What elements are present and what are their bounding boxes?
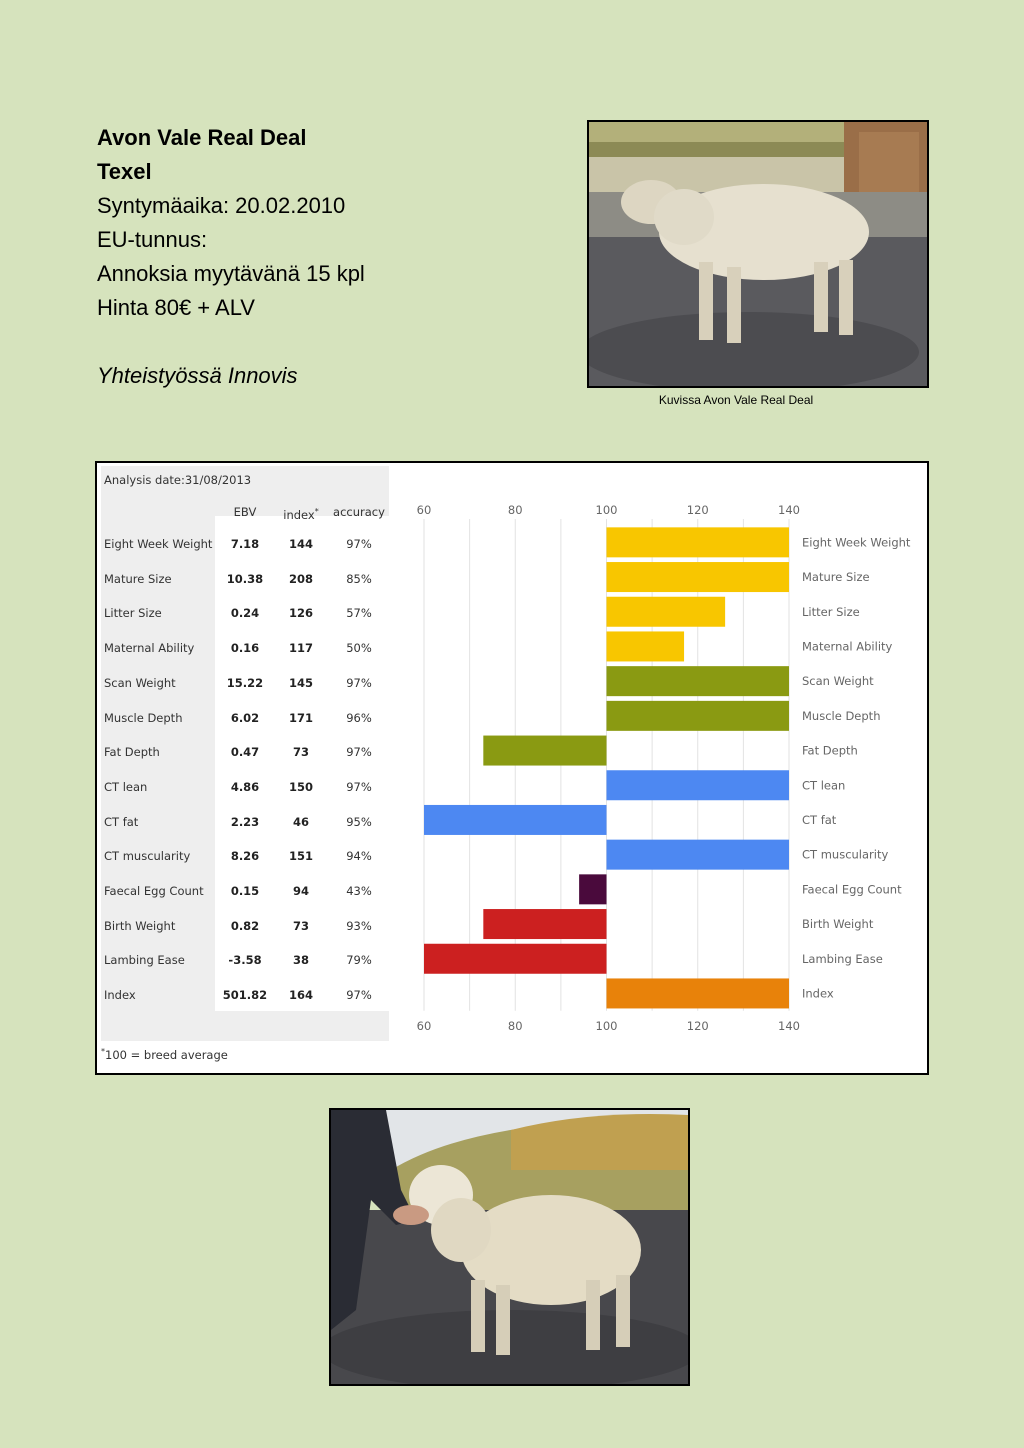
accuracy-value: 79% <box>346 953 372 968</box>
table-row <box>97 562 397 596</box>
accuracy-value: 96% <box>346 710 372 725</box>
table-row <box>97 631 397 665</box>
bar <box>607 840 790 870</box>
x-tick-label-top: 100 <box>595 503 618 517</box>
table-row <box>97 527 397 561</box>
index-value: 145 <box>288 675 313 690</box>
bar <box>424 805 607 835</box>
bar <box>483 909 606 939</box>
ram-photo-bottom <box>329 1108 690 1386</box>
bar-label: Eight Week Weight <box>802 535 911 550</box>
ram-breed: Texel <box>97 159 152 184</box>
trait-label: Index <box>104 988 136 1003</box>
table-row <box>97 909 397 943</box>
index-value: 94 <box>292 884 309 898</box>
index-bar-chart <box>389 463 925 1043</box>
index-header: index* <box>283 507 319 522</box>
bar-label: Scan Weight <box>802 674 874 689</box>
ebv-value: 501.82 <box>222 988 268 1003</box>
bar-label: Faecal Egg Count <box>802 882 902 897</box>
bar-label: Litter Size <box>802 604 860 619</box>
index-value: 144 <box>288 537 313 551</box>
trait-label: CT lean <box>104 779 148 794</box>
accuracy-value: 43% <box>346 884 372 898</box>
trait-label: Birth Weight <box>104 918 176 933</box>
bar <box>607 527 790 557</box>
accuracy-value: 50% <box>346 641 372 656</box>
accuracy-value: 97% <box>346 779 372 794</box>
ram-name: Avon Vale Real Deal <box>97 125 307 150</box>
ebv-value: 0.15 <box>230 884 260 898</box>
ebv-table <box>95 461 929 1075</box>
table-row <box>97 978 397 1012</box>
bar <box>607 597 726 627</box>
accuracy-value: 93% <box>346 918 372 933</box>
trait-label: CT muscularity <box>104 849 191 864</box>
bar <box>607 666 790 696</box>
accuracy-value: 57% <box>346 606 372 621</box>
accuracy-header: accuracy <box>333 505 385 519</box>
index-value: 73 <box>292 918 309 933</box>
ebv-value: 0.24 <box>230 606 260 621</box>
index-value: 46 <box>292 814 309 829</box>
cooperation-note: Yhteistyössä Innovis <box>97 363 298 388</box>
bar <box>607 770 790 800</box>
x-tick-label-bottom: 140 <box>778 1019 800 1033</box>
x-tick-label-top: 140 <box>778 503 800 517</box>
bar <box>483 736 606 766</box>
ebv-value: 2.23 <box>230 814 260 829</box>
index-value: 126 <box>288 606 313 621</box>
table-row <box>97 805 397 839</box>
table-row <box>97 596 397 630</box>
ebv-value: 6.02 <box>230 710 260 725</box>
x-tick-label-bottom: 60 <box>416 1019 432 1033</box>
bar-label: CT fat <box>802 812 837 827</box>
ebv-value: 8.26 <box>230 849 260 864</box>
trait-label: Lambing Ease <box>104 953 185 968</box>
bar-label: CT muscularity <box>802 847 889 862</box>
ebv-value: 0.82 <box>230 918 260 933</box>
accuracy-value: 95% <box>346 814 372 829</box>
ram-photo-top <box>587 120 929 388</box>
trait-label: Maternal Ability <box>104 641 195 656</box>
ebv-value: 4.86 <box>230 779 260 794</box>
ebv-value: 15.22 <box>226 675 264 690</box>
accuracy-value: 85% <box>346 571 372 586</box>
index-value: 117 <box>288 641 313 656</box>
x-tick-label-top: 80 <box>507 503 523 517</box>
table-row <box>97 701 397 735</box>
ebv-value: 0.47 <box>230 745 260 760</box>
index-value: 38 <box>292 953 309 968</box>
bar-label: Index <box>802 986 834 1001</box>
x-tick-label-bottom: 100 <box>595 1019 618 1033</box>
index-value: 150 <box>288 779 313 794</box>
index-value: 73 <box>292 745 309 760</box>
bar <box>579 874 606 904</box>
accuracy-value: 97% <box>346 988 372 1003</box>
footer-background <box>215 1011 389 1041</box>
trait-label: Mature Size <box>104 571 172 586</box>
trait-label: Fat Depth <box>104 745 160 760</box>
index-value: 208 <box>288 571 313 586</box>
birth-date: Syntymäaika: 20.02.2010 <box>97 193 346 218</box>
accuracy-value: 97% <box>346 675 372 690</box>
ebv-header: EBV <box>233 505 257 519</box>
photo-caption: Kuvissa Avon Vale Real Deal <box>658 393 814 407</box>
bar <box>424 944 607 974</box>
x-tick-label-bottom: 120 <box>686 1019 709 1033</box>
table-row <box>97 874 397 908</box>
bar-label: Lambing Ease <box>802 951 883 966</box>
trait-label: Litter Size <box>104 606 162 621</box>
index-value: 164 <box>288 988 313 1003</box>
ebv-value: 10.38 <box>226 571 264 586</box>
bar <box>607 631 685 661</box>
doses-for-sale: Annoksia myytävänä 15 kpl <box>97 261 365 286</box>
trait-label: Eight Week Weight <box>104 537 213 551</box>
bar-label: Birth Weight <box>802 917 874 932</box>
ebv-value: 7.18 <box>230 537 260 551</box>
analysis-date: Analysis date:31/08/2013 <box>104 473 252 487</box>
x-tick-label-top: 60 <box>416 503 432 517</box>
ebv-value: 0.16 <box>230 641 260 656</box>
accuracy-value: 97% <box>346 745 372 760</box>
bar <box>607 562 790 592</box>
bar-label: Maternal Ability <box>802 639 893 654</box>
bar-label: Fat Depth <box>802 743 858 758</box>
trait-label: Faecal Egg Count <box>104 884 204 898</box>
index-value: 151 <box>288 849 313 864</box>
footnote: *100 = breed average <box>101 1047 228 1062</box>
table-row <box>97 735 397 769</box>
ebv-value: -3.58 <box>228 953 262 968</box>
table-row <box>97 770 397 804</box>
x-tick-label-bottom: 80 <box>507 1019 523 1033</box>
bar-label: Mature Size <box>802 570 870 585</box>
trait-label: Muscle Depth <box>104 710 183 725</box>
ram-info <box>97 121 365 393</box>
bar-label: Muscle Depth <box>802 708 881 723</box>
trait-label: CT fat <box>104 814 139 829</box>
accuracy-value: 97% <box>346 537 372 551</box>
table-row <box>97 839 397 873</box>
table-row <box>97 943 397 977</box>
bar <box>607 701 790 731</box>
bar-label: CT lean <box>802 778 846 793</box>
table-row <box>97 666 397 700</box>
accuracy-value: 94% <box>346 849 372 864</box>
price: Hinta 80€ + ALV <box>97 295 255 320</box>
bar <box>607 978 790 1008</box>
index-value: 171 <box>288 710 313 725</box>
eu-id: EU-tunnus: <box>97 227 208 252</box>
trait-label: Scan Weight <box>104 675 176 690</box>
x-tick-label-top: 120 <box>686 503 709 517</box>
